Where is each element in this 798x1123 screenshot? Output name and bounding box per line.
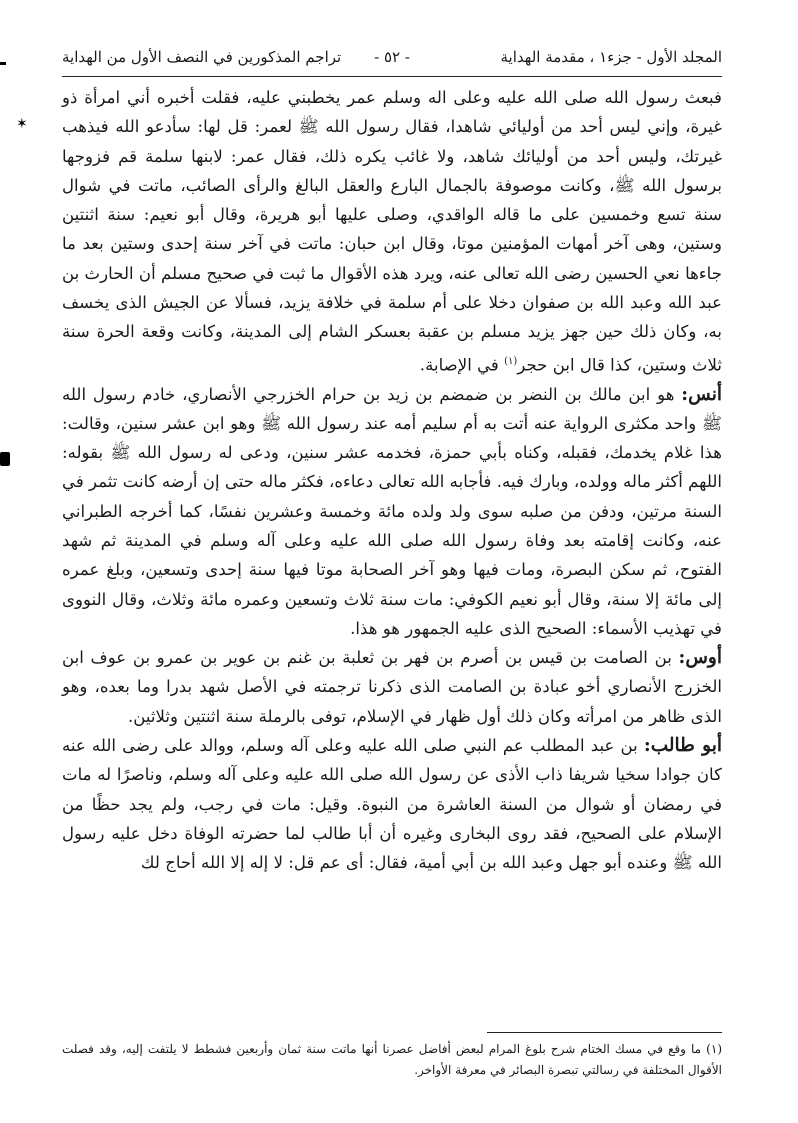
margin-mark-blot xyxy=(0,452,10,466)
entry-heading-anas: أنس: xyxy=(681,383,722,405)
running-header xyxy=(62,38,722,77)
margin-mark-star: ✶ xyxy=(16,116,28,132)
entry-heading-abu-talib: أبو طالب: xyxy=(643,735,722,757)
header-volume-info: المجلد الأول - جزء١ ، مقدمة الهداية xyxy=(500,48,722,66)
footnote xyxy=(62,1039,722,1081)
footnote-reference: (١) xyxy=(504,355,518,367)
margin-mark-top xyxy=(0,62,6,65)
paragraph-umm-salama-text: فبعث رسول الله صلى الله عليه وعلى اله وسلم عمر يخطبني عليه، فقلت أخبره أني امرأة ذو غيرة، وإني ليس أحد من أوليائي شاهدا، فقال رسول الله ﷺ لعمر: قل لها: سأدعو الله فيذهب غيرتك، وليس أحد من أوليائك شاهد، ولا غائب يكره ذلك، فقال عمر: لابنها سلمة قم فزوجها برسول الله ﷺ، وكانت موصوفة بالجمال البارع والعقل البالغ والرأى الصائب، ماتت في شوال سنة تسع وخمسين على ما قاله الواقدي، وصلى عليها أبو هريرة، وقال أبو نعيم: سنة اثنتين وستين، وهى آخر أمهات المؤمنين موتا، وقال ابن حبان: ماتت في آخر سنة إحدى وستين بعد ما جاءها نعي الحسين رضى الله تعالى عنه، ويرد هذه الأقوال ما ثبت في صحيح مسلم أن الحارث بن عبد الله وعبد الله بن صفوان دخلا على أم سلمة في خلافة يزيد، فسألا عن الجيش الذى يخسف به، وكان ذلك حين جهز يزيد مسلم بن عقبة بعسكر الشام إلى المدينة، وكانت وقعة الحرة سنة ثلاث وستين، كذا قال ابن حجر xyxy=(62,88,722,375)
footnote-text: (١) ما وقع في مسك الختام شرح بلوغ المرام لبعض أفاضل عصرنا أنها ماتت سنة ثمان وأربعين فشطط لا يلتفت إليه، وقد فصلت الأقوال المختلفة في رسالتي تبصرة البصائر في معرفة الأواخر. xyxy=(62,1042,722,1077)
entry-text-anas: هو ابن مالك بن النضر بن ضمضم بن زيد بن حرام الخزرجي الأنصاري، خادم رسول الله ﷺ واحد مكثرى الرواية عنه أتت به أم سليم أمه عند رسول الله ﷺ وهو ابن عشر سنين، وقالت: هذا غلام يخدمك، فقبله، وكناه بأبي حمزة، فخدمه عشر سنين، ودعى له رسول الله ﷺ بقوله: اللهم أكثر ماله وولده، وبارك فيه. فأجابه الله تعالى دعاءه، فكثر ماله حتى إن أرضه كانت تثمر في السنة مرتين، ودفن من صلبه سوى ولد ولده مائة وخمسة وعشرين نفسًا، كما أخرجه الطبراني عنه، وكانت إقامته بعد وفاة رسول الله صلى الله عليه وعلى آله وسلم في المدينة ثم شهد الفتوح، ثم سكن البصرة، ومات فيها وهو آخر الصحابة موتا فيها سنة إحدى وتسعين، وبلغ عمره إلى مائة إلا سنة، وقال أبو نعيم الكوفي: مات سنة ثلاث وتسعين وعمره مائة وثلاث، وقال النووى في تهذيب الأسماء: الصحيح الذى عليه الجمهور هو هذا. xyxy=(62,384,722,638)
entry-aws xyxy=(62,643,722,731)
paragraph-umm-salama-tail: في الإصابة. xyxy=(419,355,505,375)
entry-text-abu-talib: بن عبد المطلب عم النبي صلى الله عليه وعلى آله وسلم، ووالد على رضى الله عنه كان جوادا سخيا شريفا ذاب الأذى عن رسول الله صلى الله عليه وعلى آله وسلم، وناصرًا له مات في رمضان أو شوال من السنة العاشرة من النبوة. وقيل: مات في رجب، ولم يجد حظًا من الإسلام على الصحيح، فقد روى البخارى وغيره أن أبا طالب لما حضرته الوفاة دخل عليه رسول الله ﷺ وعنده أبو جهل وعبد الله بن أبي أمية، فقال: أى عم قل: لا إله إلا الله أحاج لك xyxy=(62,736,722,873)
footnote-divider xyxy=(487,1032,722,1033)
entry-text-aws: بن الصامت بن قيس بن أصرم بن فهر بن ثعلبة بن غنم بن عوير بن عمرو بن عوف ابن الخزرج الأنصاري أخو عبادة بن الصامت الذى ذكرنا ترجمته في الأصل شهد بدرا وما بعده، وهو الذى ظاهر من امرأته وكان ذلك أول ظهار في الإسلام، توفى بالرملة سنة اثنتين وثلاثين. xyxy=(62,648,722,726)
paragraph-umm-salama xyxy=(62,83,722,380)
main-text xyxy=(62,83,722,878)
page-number: - ٥٢ - xyxy=(374,48,410,66)
entry-abu-talib xyxy=(62,731,722,877)
entry-anas xyxy=(62,380,722,644)
header-section-title: تراجم المذكورين في النصف الأول من الهداية xyxy=(62,48,342,66)
page xyxy=(62,38,722,1103)
entry-heading-aws: أوس: xyxy=(678,647,722,669)
